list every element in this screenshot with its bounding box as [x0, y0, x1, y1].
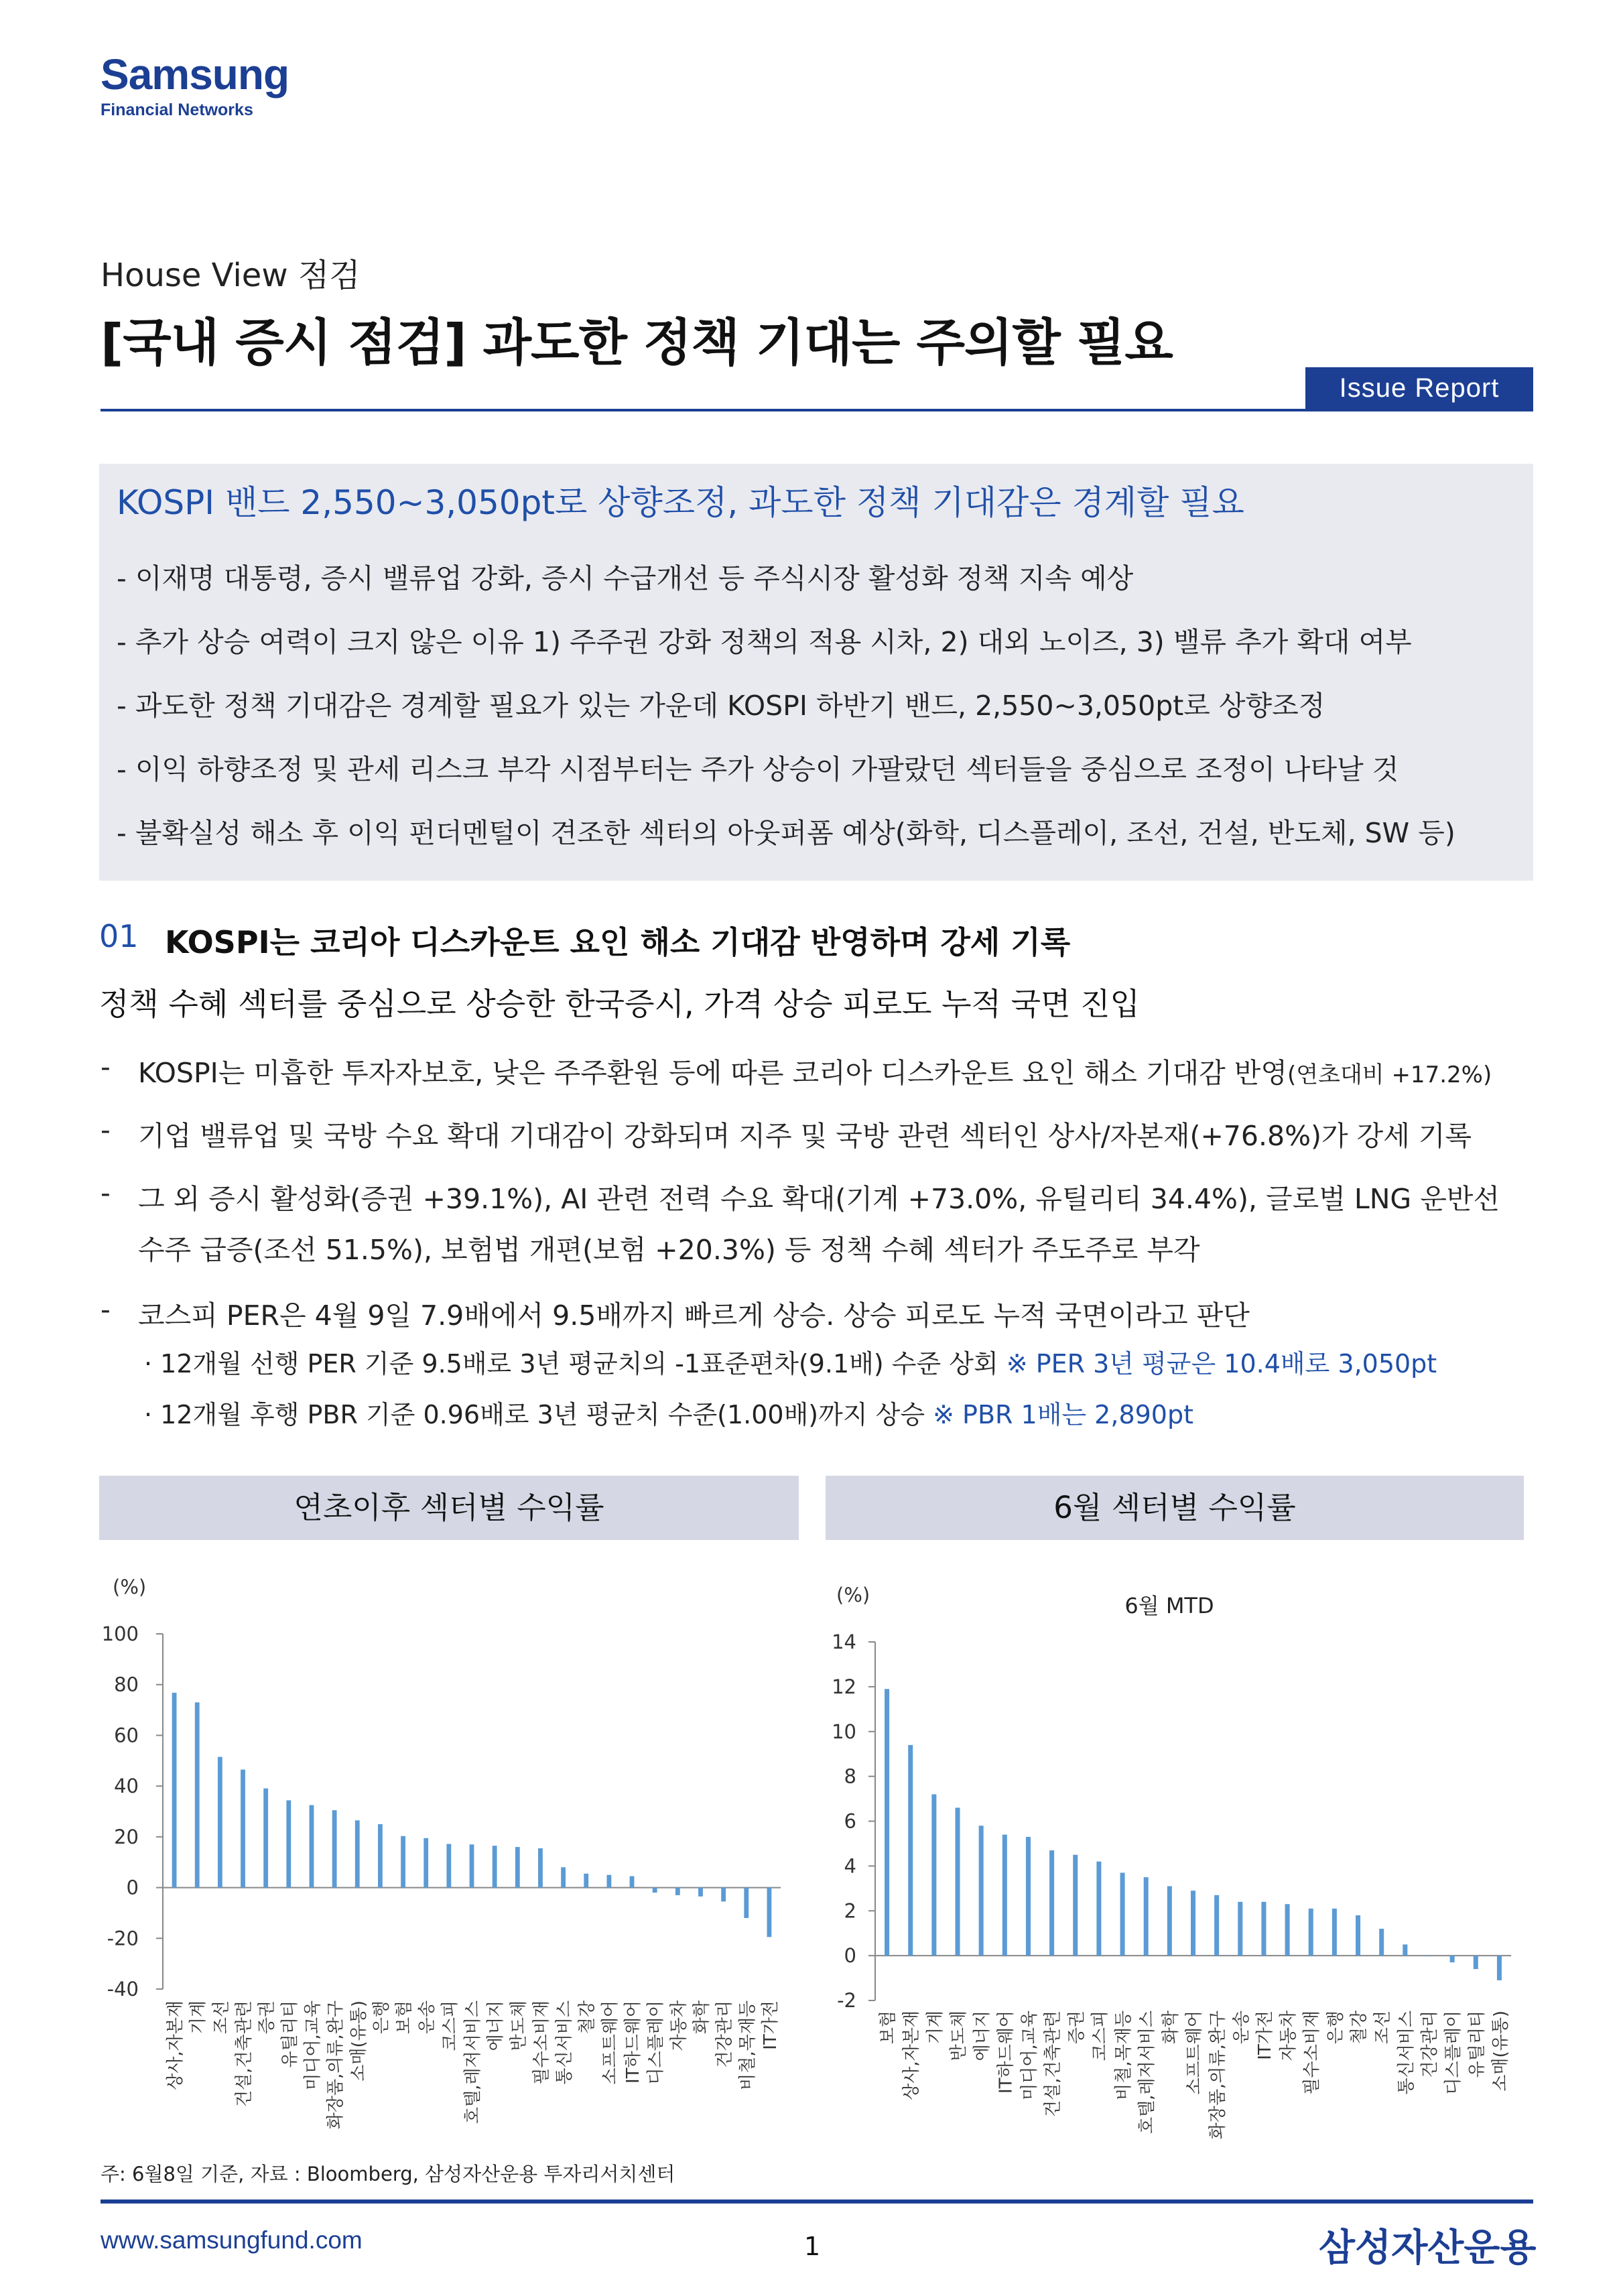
june-bar — [1214, 1895, 1219, 1956]
june-y-tick-label: 0 — [844, 1944, 856, 1968]
june-category-label: 디스플레이 — [1443, 2011, 1464, 2095]
section-subtitle: 정책 수혜 섹터를 중심으로 상승한 한국증시, 가격 상승 피로도 누적 국면 진입 — [99, 986, 1140, 1022]
june-category-label: 철강 — [1349, 2011, 1370, 2045]
paragraph-3-line-2: 수주 급증(조선 51.5%), 보험법 개편(보험 +20.3%) 등 정책 수혜 섹터가 주도주로 부각 — [138, 1234, 1200, 1266]
ytd-category-label: IT하드웨어 — [623, 2000, 644, 2084]
ytd-category-label: 은행 — [371, 2000, 392, 2035]
chart-footnote: 주: 6월8일 기준, 자료 : Bloomberg, 삼성자산운용 투자리서치센터 — [101, 2163, 675, 2185]
footer-divider — [101, 2199, 1533, 2204]
paragraph-3-line-1: 그 외 증시 활성화(증권 +39.1%), AI 관련 전력 수요 확대(기계 +73.0%, 유틸리티 34.4%), 글로벌 LNG 운반선 — [138, 1183, 1500, 1215]
june-category-label: 코스피 — [1090, 2011, 1110, 2061]
june-category-label: 운송 — [1231, 2011, 1252, 2045]
ytd-y-tick-label: -20 — [107, 1927, 139, 1950]
ytd-bar — [470, 1844, 474, 1887]
june-bar — [1144, 1877, 1149, 1956]
june-y-tick-label: 14 — [832, 1631, 856, 1653]
june-chart-header: 6월 섹터별 수익률 — [826, 1476, 1524, 1540]
ytd-category-label: 소프트웨어 — [600, 2000, 621, 2085]
ytd-bar — [172, 1693, 177, 1888]
ytd-category-label: 화학 — [692, 2000, 712, 2035]
ytd-category-label: IT가전 — [760, 2000, 781, 2050]
june-bar — [979, 1826, 984, 1956]
ytd-category-label: 보험 — [394, 2000, 415, 2035]
ytd-y-tick-label: 60 — [114, 1724, 139, 1747]
june-bar — [931, 1794, 936, 1956]
june-category-label: 반도체 — [949, 2011, 970, 2061]
ytd-bar — [538, 1848, 543, 1888]
june-category-label: 비철,목재등 — [1114, 2011, 1134, 2100]
june-y-tick-label: 2 — [844, 1899, 856, 1923]
june-category-label: 유틸리티 — [1467, 2011, 1488, 2078]
ytd-bar — [721, 1888, 726, 1902]
ytd-category-label: 철강 — [577, 2000, 598, 2035]
june-category-label: IT가전 — [1254, 2011, 1275, 2060]
june-category-label: 보험 — [878, 2011, 899, 2045]
june-y-tick-label: 8 — [844, 1765, 856, 1788]
ytd-category-label: 자동차 — [669, 2000, 690, 2051]
ytd-bar — [401, 1836, 405, 1888]
ytd-category-label: 반도체 — [509, 2000, 529, 2051]
ytd-category-label: 건설,건축관련 — [234, 2000, 255, 2107]
june-bar — [1167, 1886, 1172, 1956]
june-bar — [1002, 1835, 1007, 1956]
june-category-label: 은행 — [1325, 2011, 1346, 2045]
dash-marker: - — [101, 1177, 111, 1209]
june-category-label: 상사,자본재 — [901, 2011, 922, 2100]
june-category-label: 화장품,의류,완구 — [1208, 2011, 1228, 2140]
summary-bullet: - 추가 상승 여력이 크지 않은 이유 1) 주주권 강화 정책의 적용 시차, 2) 대외 노이즈, 3) 밸류 추가 확대 여부 — [117, 626, 1412, 658]
june-category-label: 조선 — [1372, 2011, 1393, 2045]
ytd-category-label: 디스플레이 — [646, 2000, 667, 2085]
ytd-bar — [446, 1844, 451, 1887]
ytd-bar — [263, 1789, 268, 1888]
ytd-bar — [744, 1888, 749, 1918]
footer-website-link[interactable]: www.samsungfund.com — [101, 2226, 363, 2254]
sub-point-pbr-note: ※ PBR 1배는 2,890pt — [933, 1400, 1193, 1429]
ytd-category-label: 비철,목재등 — [737, 2000, 758, 2090]
ytd-bar — [630, 1876, 635, 1888]
issue-report-badge: Issue Report — [1305, 367, 1533, 409]
ytd-category-label: 기계 — [188, 2000, 209, 2035]
june-bar — [1120, 1872, 1125, 1956]
ytd-category-label: 필수소비재 — [531, 2000, 552, 2085]
brand-logo-subtitle: Financial Networks — [101, 101, 253, 119]
ytd-y-tick-label: 20 — [114, 1825, 139, 1848]
ytd-y-tick-label: 100 — [101, 1622, 139, 1645]
ytd-y-tick-label: 40 — [114, 1775, 139, 1798]
june-bar — [1026, 1837, 1031, 1956]
june-category-label: 통신서비스 — [1396, 2011, 1417, 2095]
paragraph-1-note: (연초대비 +17.2%) — [1287, 1062, 1492, 1088]
june-bar — [1191, 1891, 1195, 1956]
brand-logo: Samsung — [101, 50, 289, 99]
ytd-bar — [332, 1810, 337, 1887]
summary-bullet: - 이익 하향조정 및 관세 리스크 부각 시점부터는 주가 상승이 가팔랐던 섹터들을 중심으로 조정이 나타날 것 — [117, 753, 1399, 785]
ytd-bar — [310, 1805, 314, 1888]
sub-point-per-text: · 12개월 선행 PER 기준 9.5배로 3년 평균치의 -1표준편차(9.1배) 수준 상회 — [144, 1349, 1007, 1379]
june-y-tick-label: -2 — [837, 1989, 856, 2012]
ytd-bar — [424, 1838, 428, 1888]
ytd-category-label: 유틸리티 — [279, 2000, 300, 2068]
june-category-label: 호텔,레저서비스 — [1137, 2011, 1158, 2134]
ytd-bar — [493, 1846, 497, 1887]
june-category-label: 기계 — [925, 2011, 946, 2045]
ytd-y-tick-label: 80 — [114, 1673, 139, 1696]
ytd-category-label: 에너지 — [486, 2000, 507, 2051]
june-category-label: 자동차 — [1279, 2011, 1299, 2061]
dash-marker: - — [101, 1293, 111, 1326]
paragraph-1-main: KOSPI는 미흡한 투자자보호, 낮은 주주환원 등에 따른 코리아 디스카운트 요인 해소 기대감 반영 — [138, 1057, 1287, 1089]
ytd-category-label: 증권 — [257, 2000, 277, 2035]
sub-point-pbr-text: · 12개월 후행 PBR 기준 0.96배로 3년 평균치 수준(1.00배)까지 상승 — [144, 1400, 933, 1429]
june-bar — [885, 1689, 889, 1956]
june-category-label: 소프트웨어 — [1184, 2011, 1205, 2095]
ytd-category-label: 화장품,의류,완구 — [326, 2000, 346, 2130]
ytd-bar — [675, 1888, 680, 1895]
ytd-bar — [515, 1847, 520, 1888]
june-chart-title: 6월 MTD — [1124, 1593, 1214, 1618]
june-bar — [908, 1745, 913, 1956]
dash-marker: - — [101, 1051, 111, 1083]
june-category-label: 화학 — [1161, 2011, 1181, 2045]
ytd-category-label: 호텔,레저서비스 — [463, 2000, 483, 2124]
ytd-category-label: 운송 — [417, 2000, 438, 2035]
june-bar — [1309, 1909, 1313, 1956]
summary-bullet: - 이재명 대통령, 증시 밸류업 강화, 증시 수급개선 등 주식시장 활성화 정책 지속 예상 — [117, 562, 1134, 594]
sub-point-per-note: ※ PER 3년 평균은 10.4배로 3,050pt — [1006, 1349, 1437, 1379]
page-title: [국내 증시 점검] 과도한 정책 기대는 주의할 필요 — [101, 313, 1173, 372]
ytd-category-label: 코스피 — [440, 2000, 460, 2051]
ytd-category-label: 상사,자본재 — [166, 2000, 186, 2090]
june-y-unit-label: (%) — [836, 1584, 870, 1606]
june-bar — [1261, 1902, 1266, 1956]
june-y-tick-label: 4 — [844, 1854, 856, 1878]
june-category-label: 필수소비재 — [1302, 2011, 1323, 2095]
ytd-y-unit-label: (%) — [113, 1576, 147, 1598]
june-bar — [1073, 1855, 1078, 1956]
ytd-bar — [218, 1757, 222, 1888]
june-category-label: IT하드웨어 — [996, 2011, 1017, 2094]
june-category-label: 증권 — [1066, 2011, 1087, 2045]
june-category-label: 건설,건축관련 — [1043, 2011, 1063, 2117]
june-y-tick-label: 10 — [832, 1720, 856, 1743]
june-category-label: 소매(유통) — [1490, 2011, 1511, 2092]
paragraph-4: 코스피 PER은 4월 9일 7.9배에서 9.5배까지 빠르게 상승. 상승 피로도 누적 국면이라고 판단 — [138, 1299, 1250, 1332]
june-category-label: 미디어,교육 — [1019, 2011, 1040, 2100]
paragraph-2: 기업 밸류업 및 국방 수요 확대 기대감이 강화되며 지주 및 국방 관련 섹터인 상사/자본재(+76.8%)가 강세 기록 — [138, 1120, 1472, 1152]
ytd-chart-header: 연초이후 섹터별 수익률 — [99, 1476, 799, 1540]
june-bar — [1403, 1944, 1407, 1956]
ytd-bar — [584, 1874, 588, 1888]
june-bar — [1450, 1956, 1455, 1962]
june-bar — [1474, 1956, 1478, 1969]
ytd-bar — [767, 1888, 772, 1937]
section-title: KOSPI는 코리아 디스카운트 요인 해소 기대감 반영하며 강세 기록 — [165, 924, 1071, 960]
ytd-bar — [561, 1867, 566, 1887]
ytd-bar — [378, 1824, 383, 1888]
june-category-label: 에너지 — [972, 2011, 993, 2061]
june-bar — [1497, 1956, 1502, 1980]
june-bar — [1049, 1850, 1054, 1956]
june-y-tick-label: 12 — [832, 1675, 856, 1698]
june-y-tick-label: 6 — [844, 1809, 856, 1833]
june-bar — [1096, 1862, 1101, 1956]
dash-marker: - — [101, 1114, 111, 1146]
summary-bullet: - 불확실성 해소 후 이익 펀더멘털이 견조한 섹터의 아웃퍼폼 예상(화학, 디스플레이, 조선, 건설, 반도체, SW 등) — [117, 817, 1455, 849]
section-number: 01 — [99, 918, 139, 954]
summary-bullet: - 과도한 정책 기대감은 경계할 필요가 있는 가운데 KOSPI 하반기 밴드, 2,550~3,050pt로 상향조정 — [117, 690, 1325, 722]
ytd-category-label: 통신서비스 — [554, 2000, 575, 2085]
ytd-bar — [698, 1888, 703, 1897]
ytd-bar — [653, 1888, 657, 1893]
june-category-label: 건강관리 — [1419, 2011, 1440, 2078]
summary-heading: KOSPI 밴드 2,550~3,050pt로 상향조정, 과도한 정책 기대감은 경계할 필요 — [117, 483, 1244, 522]
page-number: 1 — [804, 2232, 821, 2261]
june-bar — [1379, 1929, 1384, 1956]
ytd-y-tick-label: 0 — [126, 1876, 139, 1899]
ytd-category-label: 소매(유통) — [348, 2000, 369, 2082]
company-logo: 삼성자산운용 — [1319, 2226, 1537, 2270]
ytd-bar — [606, 1875, 611, 1888]
ytd-bar — [241, 1770, 245, 1888]
june-bar — [956, 1807, 960, 1956]
june-bar — [1356, 1915, 1360, 1956]
report-overline: House View 점검 — [101, 257, 361, 294]
june-bar — [1285, 1904, 1290, 1956]
ytd-bar — [195, 1702, 200, 1887]
ytd-category-label: 건강관리 — [714, 2000, 735, 2068]
ytd-y-tick-label: -40 — [107, 1978, 139, 2000]
ytd-bar — [286, 1800, 291, 1887]
june-bar — [1332, 1909, 1337, 1956]
june-bar — [1238, 1902, 1242, 1956]
ytd-category-label: 미디어,교육 — [302, 2000, 323, 2090]
ytd-category-label: 조선 — [211, 2000, 232, 2035]
ytd-bar — [355, 1820, 360, 1887]
